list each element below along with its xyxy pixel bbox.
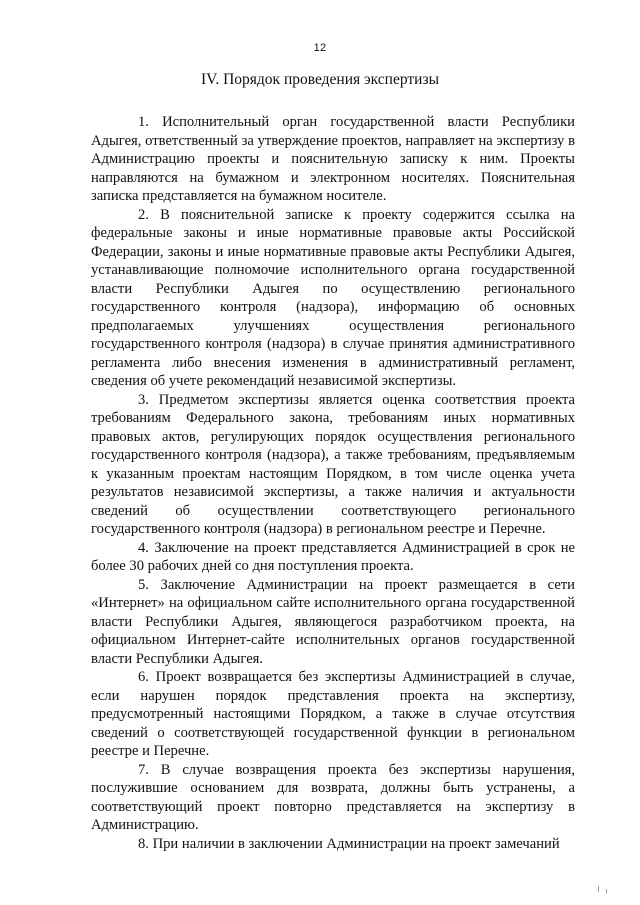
scan-artifact-mark [606, 889, 607, 893]
paragraph-2: 2. В пояснительной записке к проекту содержится ссылка на федеральные законы и иные нормативные правовые акты Российской Федерации, законы и иные нормативные правовые акты Республики Адыгея, устанавливающие полномочие исполнительного органа государственной власти Республики Адыгея по осуществлению регионального государственного контроля (надзора), информацию об основных предполагаемых улучшениях осуществления регионального государственного контроля (надзора) в случае принятия административного регламента либо внесения изменения в административный регламент, сведения об учете рекомендаций независимой экспертизы. [91, 206, 575, 389]
paragraph-5: 5. Заключение Администрации на проект размещается в сети «Интернет» на официальном сайте исполнительного органа государственной власти Республики Адыгея, являющегося разработчиком проекта, на официальном Интернет-сайте исполнительных органов государственной власти Республики Адыгея. [91, 576, 575, 667]
paragraph-4: 4. Заключение на проект представляется Администрацией в срок не более 30 рабочих дней со дня поступления проекта. [91, 539, 575, 574]
paragraph-8: 8. При наличии в заключении Администрации на проект замечаний [138, 835, 560, 852]
paragraph-3: 3. Предметом экспертизы является оценка соответствия проекта требованиям Федерального закона, требованиям иных нормативных правовых актов, регулирующих порядок осуществления регионального государственного контроля (надзора), а также требованиям, предъявляемым к указанным проектам настоящим Порядком, в том числе оценка учета результатов независимой экспертизы, а также наличия и актуальности сведений об осуществлении соответствующего регионального государственного контроля (надзора) в региональном реестре и Перечне. [91, 391, 575, 537]
document-body [91, 113, 575, 853]
section-title: IV. Порядок проведения экспертизы [200, 71, 440, 88]
paragraph-1: 1. Исполнительный орган государственной власти Республики Адыгея, ответственный за утверждение проектов, направляет на экспертизу в Администрацию проекты и пояснительную записку к ним. Проекты направляются на бумажном и электронном носителях. Пояснительная записка представляется на бумажном носителе. [91, 114, 575, 204]
paragraph-6: 6. Проект возвращается без экспертизы Администрацией в случае, если нарушен порядок представления проекта на экспертизу, предусмотренный настоящими Порядком, а также в случае отсутствия сведений о соответствующей государственной функции в региональном реестре и Перечне. [91, 669, 575, 759]
page-number: 12 [313, 42, 327, 54]
paragraph-7: 7. В случае возвращения проекта без экспертизы нарушения, послужившие основанием для возврата, должны быть устранены, а соответствующий проект повторно представляется на экспертизу в Администрацию. [91, 761, 575, 833]
scan-artifact-mark [598, 886, 599, 892]
